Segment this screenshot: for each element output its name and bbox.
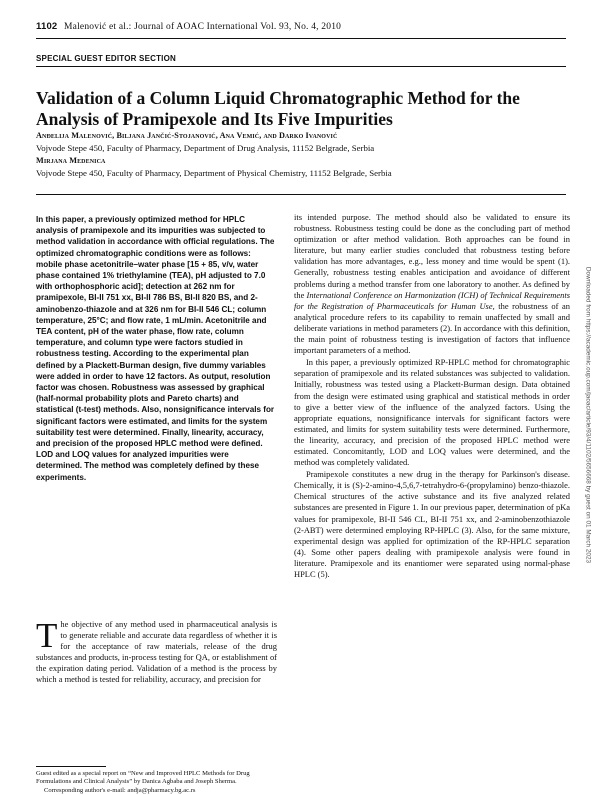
paragraph-pramipexole: Pramipexole constitutes a new drug in the therapy for Parkinson's disease. Chemically, it is (S)-2-amino-4,5,6,7-tetrahydro-6-(propylamino) benzo-thiazole. Chemical structures of the active substance and its five analyzed related substances are presented in Figure 1. In our previous paper, determination of pKa values for pramipexole, BI-II 546 CL, BI-II 751 xx, and 2-aminobenzothiazole (2-ABT) were determined employing RP-HPLC (3). Also, for the same mixture, experimental design was applied for optimization of the RP-HPLC separation (4). Some other papers dealing with pramipexole analysis were found in literature. Pramipexole and its enantiomer were separated using normal-phase HPLC (5).	[294, 469, 570, 579]
section-rule	[36, 66, 566, 67]
title-block-rule	[36, 194, 566, 195]
right-column	[294, 212, 570, 580]
section-label: SPECIAL GUEST EDITOR SECTION	[36, 54, 176, 63]
running-head	[36, 21, 341, 32]
footnotes	[36, 770, 276, 795]
paragraph-robustness: its intended purpose. The method should also be validated to ensure its robustness. Robustness testing could be done as the concluding part of method optimization or after method validation. Both approaches can be found in literature, but many earlier studies concluded that robustness testing before validation has more advantages, e.g., less money and time would be spent (1). Generally, robustness testing enables anticipation and avoidance of different problems during a method transfer from one laboratory to another. As defined by the International Conference on Harmonization (ICH) of Technical Requirements for the Registration of Pharmaceuticals for Human Use, the robustness of an analytical procedure refers to its capability to remain unaffected by small and deliberate variations in method parameters (2). In accordance with this definition, the main point of robustness testing is investigation of factors that influence important parameters of a method.	[294, 212, 570, 356]
page-number: 1102	[36, 21, 58, 32]
download-watermark-text: Downloaded from https://academic.oup.com/jaoac/article/93/4/1102/5656668 by guest on 01 March 2023	[584, 266, 592, 564]
affiliation-secondary: Vojvode Stepe 450, Faculty of Pharmacy, Department of Physical Chemistry, 11152 Belgrade, Serbia	[36, 168, 392, 178]
intro-text: he objective of any method used in pharmaceutical analysis is to generate reliable and accurate data regardless of whether it is for the acceptance of raw materials, release of the drug substances and products, in-process testing for QA, or establishment of the expiration dating period. Validation of a method is the process by which a method is tested for reliability, accuracy, and precision for	[36, 619, 277, 685]
footnote-guest-editor: Guest edited as a special report on “New and Improved HPLC Methods for Drug Formulations and Clinical Analysis” by Danica Agbaba and Joseph Sherma.	[36, 770, 250, 786]
drop-cap: T	[36, 616, 58, 655]
header-rule	[36, 38, 566, 39]
footnote-corresponding-author: Corresponding author's e-mail: andja@pharmacy.bg.ac.rs	[44, 786, 196, 794]
authors-secondary: Mirjana Medenica	[36, 156, 106, 165]
introduction-column	[36, 616, 277, 686]
authors-primary: Anđelija Malenović, Biljana Jančić-Stojanović, Ana Vemić, and Darko Ivanović	[36, 131, 338, 140]
abstract: In this paper, a previously optimized method for HPLC analysis of pramipexole and its impurities was subjected to method validation in accordance with official regulations. The optimized chromatographic conditions were as follows: mobile phase acetonitrile–water phase [15 + 85, v/v, water phase contained 1% triethylamine (TEA), pH adjusted to 7.0 with orthophosphoric acid]; detection at 262 nm for pramipexole, BI-II 751 xx, BI-II 786 BS, BI-II 820 BS, and 2-aminobenzo-thiazole and at 326 nm for BI-II 546 CL; column temperature, 25°C; and flow rate, 1 mL/min. Acetonitrile and TEA content, pH of the water phase, flow rate, column temperature, and column type were factors studied in robustness testing. According to the experimental plan defined by a Plackett-Burman design, five dummy variables were added in order to have 12 factors. As output, resolution factor was chosen. Robustness was assessed by graphical (half-normal probability plots and Pareto charts) and statistical (t-test) methods. Also, nonsignificance intervals for significant factors were estimated, and limits for the system suitability test were determined. Finally, linearity, accuracy, and precision of the proposed HPLC method were defined. LOD and LOQ values for analyzed impurities were determined. The method was completely defined by these experiments.	[36, 215, 275, 482]
journal-citation: Malenović et al.: Journal of AOAC International Vol. 93, No. 4, 2010	[64, 22, 342, 32]
ich-name: International Conference on Harmonization (ICH) of Technical Requirements for the Registration of Pharmaceuticals for Human Use	[294, 289, 570, 311]
intro-paragraph	[36, 616, 277, 686]
paragraph-validation: In this paper, a previously optimized RP-HPLC method for chromatographic separation of pramipexole and its related substances was subjected to validation. Initially, robustness was tested using a Plackett-Burman design. Data obtained from the design were estimated using graphical and statistical methods in order to give a better view of the influence of the analyzed factors. Using the appropriate equations, nonsignificance intervals for significant factors were estimated, and limits for system suitability tests were determined. Furthermore, the linearity, accuracy, and precision of the proposed HPLC method were estimated. Concomitantly, LOD and LOQ values were determined, and the method was completely validated.	[294, 357, 570, 468]
download-watermark	[582, 210, 594, 620]
article-title: Validation of a Column Liquid Chromatographic Method for the Analysis of Pramipexole and Its Five Impurities	[36, 88, 520, 129]
affiliation-primary: Vojvode Stepe 450, Faculty of Pharmacy, Department of Drug Analysis, 11152 Belgrade, Serbia	[36, 143, 375, 153]
footnote-rule	[36, 766, 106, 767]
